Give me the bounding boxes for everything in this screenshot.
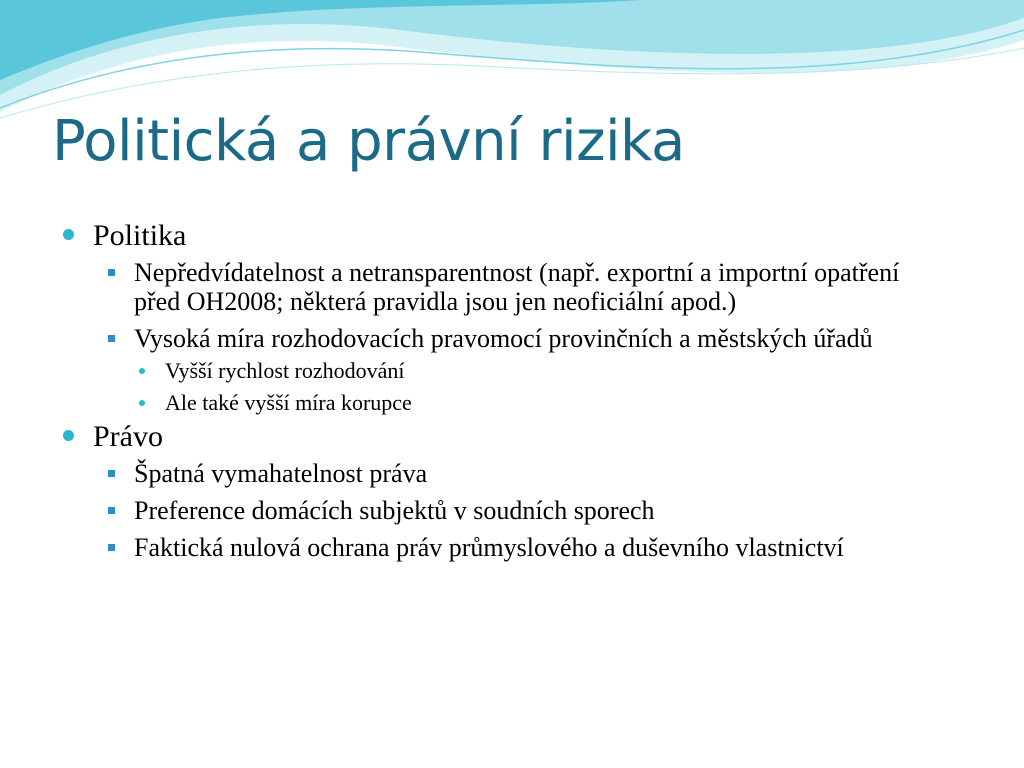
sub-bullet-text: Špatná vymahatelnost práva <box>134 459 428 488</box>
third-level-item <box>0 357 1024 385</box>
bullet-section-pravo <box>0 419 1024 455</box>
round-bullet-icon <box>63 229 74 240</box>
small-round-bullet-icon <box>139 368 145 374</box>
round-bullet-icon <box>63 430 74 441</box>
square-bullet-icon <box>108 507 115 514</box>
slide-content <box>0 218 1024 562</box>
sub-bullet-item <box>0 533 1024 562</box>
section-label: Právo <box>93 420 163 453</box>
sub-bullet-text: Nepředvídatelnost a netransparentnost (např. exportní a importní opatření před OH2008; některá pravidla jsou jen neoficiální apod.) <box>134 258 900 316</box>
square-bullet-icon <box>108 269 115 276</box>
third-level-item <box>0 389 1024 417</box>
sub-bullet-text: Vysoká míra rozhodovacích pravomocí provinčních a městských úřadů <box>134 324 873 353</box>
bullet-section-politika <box>0 218 1024 254</box>
square-bullet-icon <box>108 335 115 342</box>
sub-bullet-item <box>0 258 1024 316</box>
square-bullet-icon <box>108 544 115 551</box>
small-round-bullet-icon <box>139 400 145 406</box>
sub-bullet-item <box>0 459 1024 488</box>
square-bullet-icon <box>108 470 115 477</box>
sub-bullet-text: Preference domácích subjektů v soudních sporech <box>134 496 655 525</box>
third-level-text: Vyšší rychlost rozhodování <box>165 358 405 383</box>
slide-title: Politická a právní rizika <box>52 109 685 174</box>
sub-bullet-item <box>0 496 1024 525</box>
sub-bullet-item <box>0 324 1024 353</box>
third-level-text: Ale také vyšší míra korupce <box>165 390 412 415</box>
section-label: Politika <box>93 219 187 252</box>
sub-bullet-text: Faktická nulová ochrana práv průmyslového a duševního vlastnictví <box>134 533 844 562</box>
